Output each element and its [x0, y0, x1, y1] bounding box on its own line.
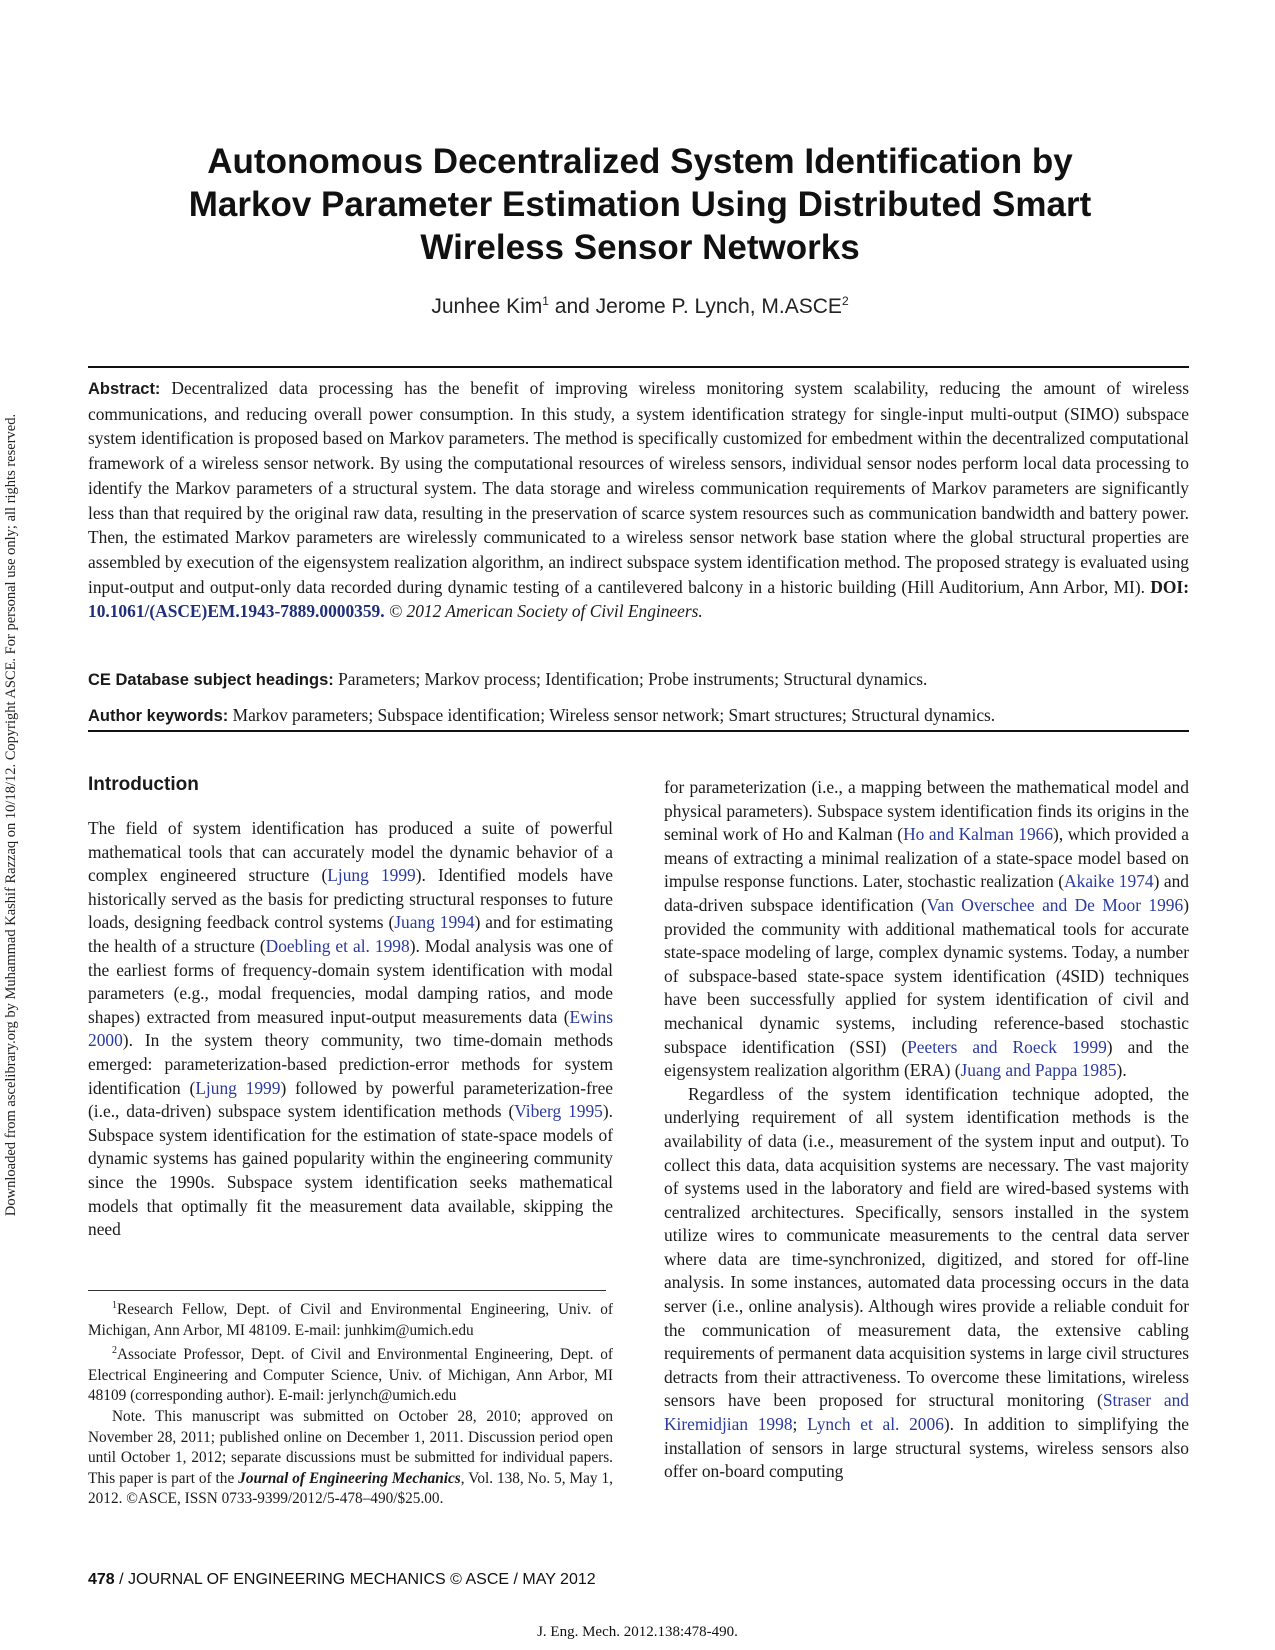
author-2: Jerome P. Lynch, M.ASCE — [595, 295, 842, 318]
citation-link[interactable]: Ewins 2000 — [88, 1006, 613, 1051]
citation-link[interactable]: Viberg 1995 — [514, 1101, 603, 1122]
download-sidebar-note: Downloaded from ascelibrary.org by Muhammad Kashif Razzaq on 10/18/12. Copyright ASCE. For personal use only; all rights reserved. — [3, 413, 19, 1217]
author-2-affiliation-mark: 2 — [841, 294, 849, 308]
submission-note — [88, 1407, 613, 1510]
text-run: The field of system identification has produced a suite of powerful mathematical tools that can accurately model the dynamic behavior of a complex engineered structure ( — [88, 818, 613, 886]
subject-headings — [88, 668, 1189, 691]
note-text: Note. This manuscript was submitted on October 28, 2010; approved on November 28, 2011; published online on December 1, 2011. Discussion period open until October 1, 2012; separate discussions must be submitted for individual papers. This paper is part of the — [88, 1407, 613, 1487]
footnote-rule — [88, 1290, 606, 1291]
intro-paragraph-2 — [664, 776, 1189, 1083]
page-number: 478 — [88, 1571, 115, 1588]
text-run: ). In the system theory community, two time-domain methods emerged: parameterization-based prediction-error methods for system identification ( — [88, 1030, 613, 1098]
author-1-affiliation-mark: 1 — [542, 294, 549, 308]
citation-link[interactable]: Ljung 1999 — [327, 865, 416, 886]
author-keywords — [88, 704, 1189, 727]
author-keywords-text: Markov parameters; Subspace identification; Wireless sensor network; Smart structures; Structural dynamics. — [228, 705, 996, 725]
text-run: ) provided the community with additional mathematical tools for accurate state-space modeling of large, complex dynamic systems. Today, a number of subspace-based state-space system identification (4SID) techniques have been successfully applied for system identification of civil and mechanical dynamic systems, including reference-based stochastic subspace identification (SSI) ( — [664, 894, 1189, 1057]
author-keywords-label: Author keywords: — [88, 707, 229, 725]
right-column — [664, 776, 1189, 1484]
citation-link[interactable]: Peeters and Roeck 1999 — [907, 1036, 1107, 1057]
citation-link[interactable]: Juang 1994 — [394, 912, 475, 933]
paper-title — [120, 140, 1160, 269]
citation-link[interactable]: Doebling et al. 1998 — [265, 935, 410, 956]
text-run: Regardless of the system identification technique adopted, the underlying requirement of all system identification methods is the availability of data (i.e., measurement of the system input and output). To collect this data, data acquisition systems are necessary. The vast majority of systems used in the laboratory and field are wired-based systems with centralized architectures. Specifically, sensors installed in the system utilize wires to communicate measurements to the central data server where data are time-synchronized, digitized, and stored for off-line analysis. In some instances, automated data processing occurs in the data server (i.e., online analysis). Although wires provide a reliable conduit for the communication of measurement data, the extensive cabling requirements of permanent data acquisition systems in large civil structures detracts from their attractiveness. To overcome these limitations, wireless sensors have been proposed for structural monitoring ( — [664, 1083, 1189, 1411]
author-line — [120, 294, 1160, 319]
left-column — [88, 817, 613, 1242]
text-run: ) followed by powerful parameterization-free (i.e., data-driven) subspace system identification methods ( — [88, 1077, 614, 1122]
citation-link[interactable]: Ho and Kalman 1966 — [903, 824, 1054, 845]
footnote-1-mark: 1 — [112, 1300, 117, 1311]
intro-paragraph-3 — [664, 1083, 1189, 1484]
text-run: ; — [792, 1414, 808, 1435]
keywords-bottom-rule — [88, 730, 1189, 732]
introduction-heading: Introduction — [88, 774, 199, 795]
abstract-top-rule — [88, 366, 1189, 368]
note-text-end: , Vol. 138, No. 5, May 1, 2012. ©ASCE, ISSN 0733-9399/2012/5-478–490/$25.00. — [88, 1469, 613, 1508]
abstract-label: Abstract: — [88, 380, 161, 398]
author-joiner: and — [548, 295, 596, 318]
doi-link[interactable]: 10.1061/(ASCE)EM.1943-7889.0000359. — [88, 601, 385, 622]
abstract-text: Decentralized data processing has the benefit of improving wireless monitoring system scalability, reducing the amount of wireless communications, and reducing overall power consumption. In this study, a system identification strategy for single-input multi-output (SIMO) subspace system identification is proposed based on Markov parameters. The method is specifically customized for embedment within the decentralized computational framework of a wireless sensor network. By using the computational resources of wireless sensors, individual sensor nodes perform local data processing to identify the Markov parameters of a structural system. The data storage and wireless communication requirements of Markov parameters are significantly less than that required by the original raw data, resulting in the preservation of scarce system resources such as communication bandwidth and battery power. Then, the estimated Markov parameters are wirelessly communicated to a wireless sensor network base station where the global structural properties are assembled by execution of the eigensystem realization algorithm, an indirect subspace system identification method. The proposed strategy is evaluated using input-output and output-only data recorded during dynamic testing of a cantilevered balcony in a historic building (Hill Auditorium, Ann Arbor, MI). — [88, 378, 1189, 597]
copyright-notice: © 2012 American Society of Civil Engineers. — [388, 601, 703, 622]
citation-link[interactable]: Straser and Kiremidjian 1998 — [664, 1390, 1189, 1435]
text-run: ). — [1116, 1060, 1127, 1081]
text-run: ) and for estimating the health of a structure ( — [88, 912, 614, 956]
footnote-1-text: Research Fellow, Dept. of Civil and Environmental Engineering, Univ. of Michigan, Ann Arbor, MI 48109. E-mail: junhkim@umich.edu — [88, 1301, 613, 1339]
text-run: ). Identified models have historically served as the basis for predicting structural responses to future loads, designing feedback control systems ( — [88, 865, 613, 933]
citation-link[interactable]: Juang and Pappa 1985 — [960, 1060, 1117, 1081]
citation-link[interactable]: Lynch et al. 2006 — [807, 1414, 944, 1435]
footnote-2 — [88, 1341, 613, 1407]
citation-link[interactable]: Van Overschee and De Moor 1996 — [926, 894, 1184, 915]
text-run: ). Subspace system identification for the estimation of state-space models of dynamic systems has gained popularity within the engineering community since the 1990s. Subspace system identification seeks mathematical models that optimally fit the measurement data available, skipping the need — [88, 1101, 613, 1240]
intro-paragraph-1 — [88, 817, 613, 1242]
text-run: ) and data-driven subspace identification ( — [664, 871, 1189, 915]
text-run: ). In addition to simplifying the installation of sensors in large structural systems, wireless sensors also offer on-board computing — [664, 1414, 1189, 1482]
doi-label: DOI: — [1150, 576, 1189, 597]
footnote-2-mark: 2 — [112, 1345, 117, 1357]
title-line-1: Autonomous Decentralized System Identification by — [207, 142, 1073, 181]
footnote-1 — [88, 1296, 613, 1341]
text-run: for parameterization (i.e., a mapping between the mathematical model and physical parameters). Subspace system identification finds its origins in the seminal work of Ho and Kalman ( — [664, 777, 1189, 845]
journal-footer: / JOURNAL OF ENGINEERING MECHANICS © ASCE / MAY 2012 — [114, 1571, 596, 1588]
journal-name: Journal of Engineering Mechanics — [238, 1469, 461, 1487]
subject-headings-label: CE Database subject headings: — [88, 671, 334, 689]
abstract — [88, 376, 1189, 624]
footnotes — [88, 1296, 613, 1510]
citation-footer: J. Eng. Mech. 2012.138:478-490. — [537, 1624, 738, 1640]
title-line-3: Wireless Sensor Networks — [420, 228, 860, 267]
footnote-2-text: Associate Professor, Dept. of Civil and Environmental Engineering, Dept. of Electrical Engineering and Computer Science, Univ. of Michigan, Ann Arbor, MI 48109 (corresponding author). E-mail: jerlynch@umich.edu — [88, 1346, 613, 1405]
citation-link[interactable]: Ljung 1999 — [195, 1077, 281, 1098]
subject-headings-text: Parameters; Markov process; Identification; Probe instruments; Structural dynamics. — [333, 669, 928, 689]
title-line-2: Markov Parameter Estimation Using Distributed Smart — [188, 185, 1092, 224]
text-run: ) and the eigensystem realization algorithm (ERA) ( — [664, 1036, 1189, 1081]
text-run: ), which provided a means of extracting a minimal realization of a state-space model based on impulse response functions. Later, stochastic realization ( — [664, 824, 1189, 892]
citation-link[interactable]: Akaike 1974 — [1064, 871, 1154, 892]
author-1: Junhee Kim — [431, 295, 543, 318]
page-footer — [88, 1571, 596, 1589]
text-run: ). Modal analysis was one of the earliest forms of frequency-domain system identification with modal parameters (e.g., modal frequencies, modal damping ratios, and mode shapes) extracted from measured input-output measurements data ( — [88, 935, 613, 1027]
